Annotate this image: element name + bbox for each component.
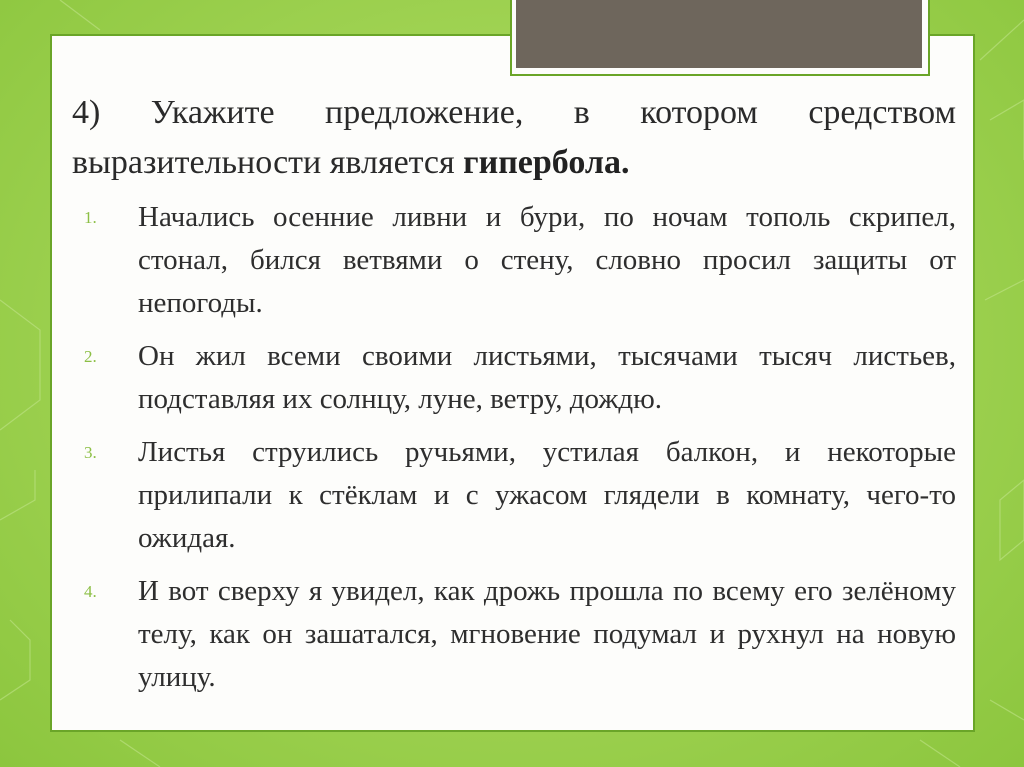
item-number: 2. [84,347,97,366]
item-number: 1. [84,208,97,227]
list-item [84,335,956,421]
list-item [84,431,956,560]
title-prefix: 4) Укажите предложение, в котором средством выразительности является [72,94,956,181]
item-number: 4. [84,582,97,601]
item-text: Начались осенние ливни и бури, по ночам тополь скрипел, стонал, бился ветвями о стену, словно просил защиты от непогоды. [138,201,956,319]
title-emphasis: гипербола. [463,144,630,181]
item-text: Листья струились ручьями, устилая балкон, и некоторые прилипали к стёклам и с ужасом глядели в комнату, чего-то ожидая. [138,436,956,554]
list-item [84,196,956,325]
item-number: 3. [84,443,97,462]
item-text: И вот сверху я увидел, как дрожь прошла по всему его зелёному телу, как он зашатался, мгновение подумал и рухнул на новую улицу. [138,575,956,693]
item-text: Он жил всеми своими листьями, тысячами тысяч листьев, подставляя их солнцу, луне, ветру, дождю. [138,340,956,415]
answer-list [84,196,956,709]
list-item [84,570,956,699]
slide-title [72,88,956,188]
header-bar [516,0,922,68]
